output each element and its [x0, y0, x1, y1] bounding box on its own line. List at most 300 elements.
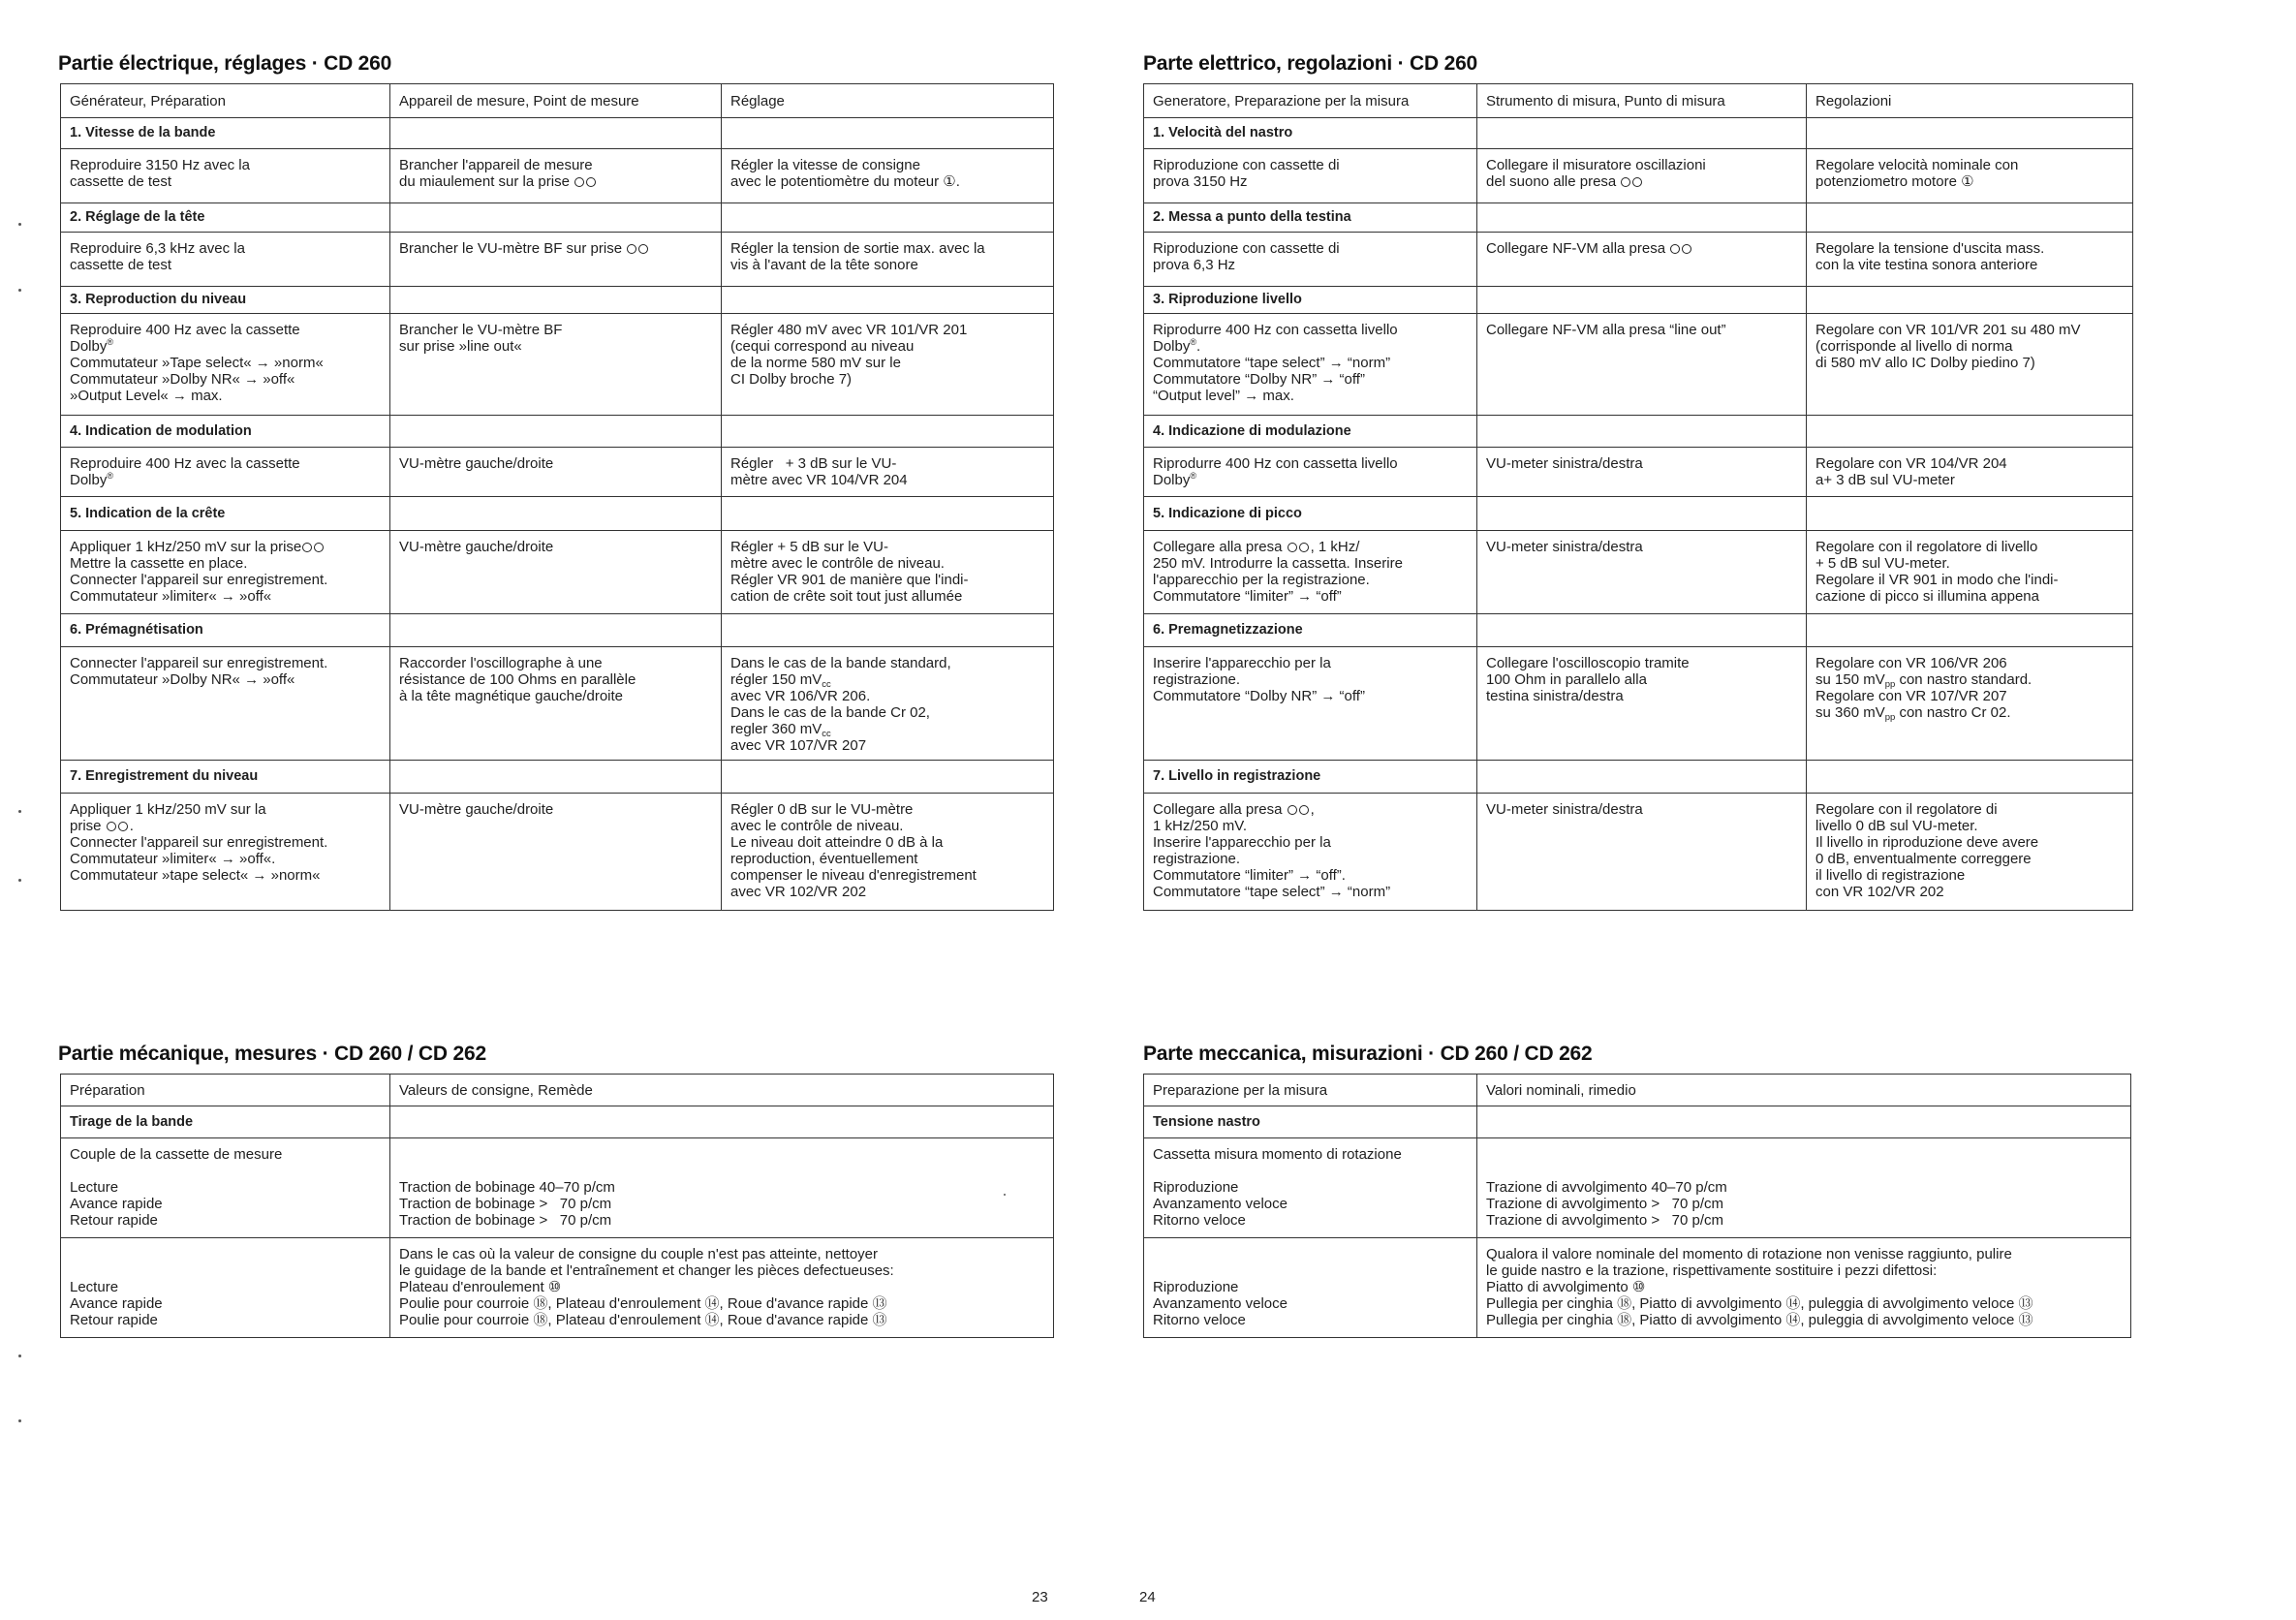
empty-cell [1807, 203, 2133, 233]
text-line: Régler 480 mV avec VR 101/VR 201 [730, 322, 968, 338]
din-socket-icon [1288, 802, 1311, 819]
step-heading: 6. Premagnetizzazione [1144, 614, 1477, 647]
table-header-row [1144, 84, 2133, 118]
text-line: Régler + 5 dB sur le VU- [730, 539, 888, 555]
blank-line [1153, 1163, 1468, 1179]
text-run: Collegare NF-VM alla presa [1486, 240, 1670, 257]
text-run: con nastro standard. [1895, 671, 2032, 688]
step-heading: 1. Velocità del nastro [1144, 118, 1477, 149]
text-line: Couple de la cassette de mesure [70, 1146, 283, 1163]
text-line: Commutatore “Dolby NR” → “off” [1153, 688, 1365, 704]
unit-subscript: pp [1884, 712, 1896, 723]
text-line: di 580 mV allo IC Dolby piedino 7) [1815, 355, 2035, 371]
step-content-row [1144, 647, 2133, 761]
adjustment-cell [722, 794, 1054, 911]
nominal-values-cell [1477, 1138, 2131, 1238]
text-line: Régler 0 dB sur le VU-mètre [730, 801, 914, 818]
blank-line [70, 1163, 381, 1179]
step-heading-row [1144, 118, 2133, 149]
socket-circle [302, 543, 312, 552]
step-heading-row [61, 497, 1054, 531]
empty-cell [1477, 416, 1807, 448]
mechanical-measurements-table-it [1143, 1074, 2131, 1338]
preparation-cell [1144, 1238, 1477, 1338]
step-heading: 5. Indication de la crête [61, 497, 390, 531]
step-heading: 6. Prémagnétisation [61, 614, 390, 647]
empty-cell [1807, 118, 2133, 149]
text-line: Commutateur »limiter« → »off«. [70, 851, 276, 867]
measuring-point-cell [1477, 314, 1807, 416]
text-line: Retour rapide [70, 1212, 158, 1229]
text-line: vis à l'avant de la tête sonore [730, 257, 918, 273]
step-heading: 4. Indicazione di modulazione [1144, 416, 1477, 448]
step-heading-row [61, 203, 1054, 233]
step-content-row [1144, 531, 2133, 614]
preparation-cell [61, 1138, 390, 1238]
step-heading-row [1144, 203, 2133, 233]
empty-cell [1477, 203, 1807, 233]
column-header: Valori nominali, rimedio [1477, 1075, 2131, 1106]
text-line: testina sinistra/destra [1486, 688, 1624, 704]
text-line: compenser le niveau d'enregistrement [730, 867, 977, 884]
text-line: Inserire l'apparecchio per la [1153, 834, 1331, 851]
registered-mark: ® [1190, 337, 1196, 347]
text-run: , 1 kHz/ [1310, 539, 1360, 555]
step-heading: 4. Indication de modulation [61, 416, 390, 448]
text-line: Le niveau doit atteindre 0 dB à la [730, 834, 944, 851]
din-socket-icon [107, 819, 130, 835]
table-row [61, 1238, 1054, 1338]
group-heading-row [1144, 1106, 2131, 1138]
text-line: Connecter l'appareil sur enregistrement. [70, 834, 328, 851]
socket-circle [1670, 244, 1680, 254]
table-header-row [1144, 1075, 2131, 1106]
text-run: Brancher le VU-mètre BF sur prise [399, 240, 627, 257]
step-content-row [61, 448, 1054, 497]
measuring-point-cell [1477, 448, 1807, 497]
socket-circle [314, 543, 324, 552]
text-line: Cassetta misura momento di rotazione [1153, 1146, 1402, 1163]
text-line: Commutateur »Dolby NR« → »off« [70, 371, 295, 388]
text-run: su 150 mV [1815, 671, 1885, 688]
measuring-point-cell [390, 149, 722, 203]
step-content-row [61, 794, 1054, 911]
socket-circle [1288, 805, 1297, 815]
section-title-electrical-it: Parte elettrico, regolazioni · CD 260 [1143, 52, 1478, 75]
scan-speck [1004, 1194, 1006, 1196]
text-line: Avanzamento veloce [1153, 1295, 1288, 1312]
text-line: VU-meter sinistra/destra [1486, 801, 1643, 818]
table-header-row [61, 84, 1054, 118]
text-line: cation de crête soit tout just allumée [730, 588, 963, 605]
adjustment-cell [1807, 531, 2133, 614]
socket-circle [1299, 805, 1309, 815]
text-line: avec VR 102/VR 202 [730, 884, 867, 900]
din-socket-icon [1670, 241, 1693, 258]
column-header: Preparazione per la misura [1144, 1075, 1477, 1106]
generator-cell [61, 149, 390, 203]
empty-cell [1477, 497, 1807, 531]
text-line [1815, 704, 2124, 721]
text-line: Reproduire 3150 Hz avec la [70, 157, 250, 173]
text-line: Poulie pour courroie ⑱, Plateau d'enroulement ⑭, Roue d'avance rapide ⑬ [399, 1295, 887, 1312]
text-line: Régler la vitesse de consigne [730, 157, 920, 173]
nominal-values-cell [390, 1238, 1054, 1338]
socket-circle [638, 244, 648, 254]
text-line [399, 173, 712, 190]
step-heading-row [61, 761, 1054, 794]
empty-cell [390, 761, 722, 794]
step-heading-row [61, 287, 1054, 314]
generator-cell [1144, 531, 1477, 614]
text-line: VU-mètre gauche/droite [399, 455, 554, 472]
text-line: Commutateur »limiter« → »off« [70, 588, 272, 605]
text-line [1486, 173, 1797, 190]
step-heading-row [1144, 497, 2133, 531]
text-line: avec VR 106/VR 206. [730, 688, 871, 704]
measuring-point-cell [1477, 794, 1807, 911]
text-line: sur prise »line out« [399, 338, 522, 355]
text-line: + 5 dB sul VU-meter. [1815, 555, 1950, 572]
text-line [1486, 240, 1797, 257]
text-line: (cequi correspond au niveau [730, 338, 915, 355]
empty-cell [722, 118, 1054, 149]
text-line: Brancher l'appareil de mesure [399, 157, 593, 173]
blank-line [70, 1262, 381, 1279]
text-line: 100 Ohm in parallelo alla [1486, 671, 1647, 688]
table-row [61, 1138, 1054, 1238]
text-line: Commutatore “Dolby NR” → “off” [1153, 371, 1365, 388]
din-socket-icon [574, 174, 598, 191]
text-line: Trazione di avvolgimento 40–70 p/cm [1486, 1179, 1727, 1196]
column-header: Valeurs de consigne, Remède [390, 1075, 1054, 1106]
socket-circle [1288, 543, 1297, 552]
section-title-mechanical-fr: Partie mécanique, mesures · CD 260 / CD 262 [58, 1043, 486, 1065]
measuring-point-cell [390, 448, 722, 497]
generator-cell [61, 531, 390, 614]
text-line: registrazione. [1153, 851, 1241, 867]
text-run: regler 360 mV [730, 721, 822, 737]
text-line: Reproduire 400 Hz avec la cassette [70, 322, 300, 338]
text-line [1153, 539, 1468, 555]
generator-cell [1144, 314, 1477, 416]
text-line: Lecture [70, 1179, 119, 1196]
registered-mark: ® [107, 337, 113, 347]
generator-cell [61, 448, 390, 497]
step-heading-row [1144, 614, 2133, 647]
adjustment-cell [722, 233, 1054, 287]
unit-subscript: cc [822, 729, 831, 739]
adjustment-cell [722, 149, 1054, 203]
adjustment-cell [1807, 149, 2133, 203]
text-line: con VR 102/VR 202 [1815, 884, 1944, 900]
text-run: su 360 mV [1815, 704, 1885, 721]
text-line: Régler la tension de sortie max. avec la [730, 240, 985, 257]
text-line [730, 721, 1044, 737]
text-line: Collegare il misuratore oscillazioni [1486, 157, 1706, 173]
column-header: Générateur, Préparation [61, 84, 390, 118]
text-line: Brancher le VU-mètre BF [399, 322, 563, 338]
text-line: registrazione. [1153, 671, 1241, 688]
text-line: Commutateur »tape select« → »norm« [70, 867, 321, 884]
measuring-point-cell [1477, 233, 1807, 287]
text-line [730, 671, 1044, 688]
step-heading: 5. Indicazione di picco [1144, 497, 1477, 531]
text-line: Commutateur »Tape select« → »norm« [70, 355, 324, 371]
group-heading: Tensione nastro [1144, 1106, 1477, 1138]
step-heading: 7. Enregistrement du niveau [61, 761, 390, 794]
text-line: Traction de bobinage > 70 p/cm [399, 1196, 612, 1212]
text-line: livello 0 dB sul VU-meter. [1815, 818, 1978, 834]
generator-cell [1144, 149, 1477, 203]
table-row [1144, 1138, 2131, 1238]
text-line: Riprodurre 400 Hz con cassetta livello [1153, 322, 1398, 338]
mechanical-measurements-table-fr [60, 1074, 1054, 1338]
text-line: Commutateur »Dolby NR« → »off« [70, 671, 295, 688]
blank-line [1153, 1262, 1468, 1279]
text-line: Raccorder l'oscillographe à une [399, 655, 603, 671]
empty-cell [1807, 416, 2133, 448]
generator-cell [1144, 647, 1477, 761]
step-heading-row [61, 118, 1054, 149]
text-line: Traction de bobinage 40–70 p/cm [399, 1179, 615, 1196]
registered-mark: ® [1190, 471, 1196, 481]
preparation-cell [1144, 1138, 1477, 1238]
empty-cell [390, 614, 722, 647]
text-line: Regolare con VR 106/VR 206 [1815, 655, 2007, 671]
adjustment-cell [722, 531, 1054, 614]
text-line: con la vite testina sonora anteriore [1815, 257, 2038, 273]
empty-cell [390, 1106, 1054, 1138]
text-run: con nastro Cr 02. [1895, 704, 2011, 721]
empty-cell [1807, 761, 2133, 794]
text-line: Plateau d'enroulement ⑩ [399, 1279, 562, 1295]
text-line: Retour rapide [70, 1312, 158, 1328]
nominal-values-cell [390, 1138, 1054, 1238]
text-run: , [1310, 801, 1315, 818]
blank-line [1153, 1246, 1468, 1262]
text-line: Regolare con VR 101/VR 201 su 480 mV [1815, 322, 2081, 338]
text-line [70, 338, 381, 355]
group-heading-row [61, 1106, 1054, 1138]
table-body [1144, 84, 2133, 911]
empty-cell [390, 118, 722, 149]
text-line: de la norme 580 mV sur le [730, 355, 901, 371]
step-heading: 2. Réglage de la tête [61, 203, 390, 233]
step-content-row [1144, 794, 2133, 911]
text-line: Regolare con il regolatore di [1815, 801, 1998, 818]
text-line: Traction de bobinage > 70 p/cm [399, 1212, 612, 1229]
text-line: 1 kHz/250 mV. [1153, 818, 1247, 834]
measuring-point-cell [390, 794, 722, 911]
text-run: Dolby [70, 338, 108, 355]
adjustment-cell [1807, 314, 2133, 416]
text-run: prise [70, 818, 106, 834]
socket-circle [627, 244, 636, 254]
empty-cell [1477, 761, 1807, 794]
text-line: Poulie pour courroie ⑱, Plateau d'enroulement ⑭, Roue d'avance rapide ⑬ [399, 1312, 887, 1328]
text-line: Regolare velocità nominale con [1815, 157, 2019, 173]
blank-line [1486, 1163, 2122, 1179]
socket-circle [107, 822, 116, 831]
table-header-row [61, 1075, 1054, 1106]
text-run: Dolby [1153, 338, 1191, 355]
scan-speck [18, 1355, 21, 1357]
adjustment-cell [1807, 647, 2133, 761]
text-line: Pullegia per cinghia ⑱, Piatto di avvolgimento ⑭, puleggia di avvolgimento veloce ⑬ [1486, 1312, 2033, 1328]
empty-cell [390, 203, 722, 233]
step-content-row [1144, 149, 2133, 203]
step-content-row [61, 233, 1054, 287]
text-line: Trazione di avvolgimento > 70 p/cm [1486, 1196, 1723, 1212]
empty-cell [1807, 497, 2133, 531]
step-heading-row [61, 416, 1054, 448]
empty-cell [1807, 614, 2133, 647]
blank-line [399, 1146, 1044, 1163]
text-line: le guide nastro e la trazione, rispettivamente sostituire i pezzi difettosi: [1486, 1262, 1938, 1279]
column-header: Generatore, Preparazione per la misura [1144, 84, 1477, 118]
step-heading: 3. Riproduzione livello [1144, 287, 1477, 314]
text-line: Commutatore “tape select” → “norm” [1153, 355, 1391, 371]
unit-subscript: cc [822, 679, 831, 690]
page-number-left: 23 [1032, 1589, 1048, 1605]
text-line [1153, 801, 1468, 818]
text-line: prova 6,3 Hz [1153, 257, 1236, 273]
text-line [70, 539, 381, 555]
text-line: Avance rapide [70, 1196, 163, 1212]
section-title-mechanical-it: Parte meccanica, misurazioni · CD 260 / CD 262 [1143, 1043, 1593, 1065]
text-line: l'apparecchio per la registrazione. [1153, 572, 1370, 588]
text-line: le guidage de la bande et l'entraînement et changer les pièces defectueuses: [399, 1262, 894, 1279]
empty-cell [722, 497, 1054, 531]
group-heading: Tirage de la bande [61, 1106, 390, 1138]
text-line: Riproduzione [1153, 1179, 1239, 1196]
text-line: Dans le cas où la valeur de consigne du couple n'est pas atteinte, nettoyer [399, 1246, 879, 1262]
text-line: cazione di picco si illumina appena [1815, 588, 2039, 605]
empty-cell [1807, 287, 2133, 314]
text-line: “Output level” → max. [1153, 388, 1294, 404]
step-heading-row [61, 614, 1054, 647]
text-line: Régler + 3 dB sur le VU- [730, 455, 897, 472]
text-line: potenziometro motore ① [1815, 173, 1974, 190]
text-run: Dolby [70, 472, 108, 488]
adjustment-cell [1807, 233, 2133, 287]
text-line: avec le potentiomètre du moteur ①. [730, 173, 960, 190]
scan-speck [18, 223, 21, 226]
text-line: 0 dB, enventualmente correggere [1815, 851, 2032, 867]
scan-speck [18, 810, 21, 813]
text-line: a+ 3 dB sul VU-meter [1815, 472, 1955, 488]
text-line: Ritorno veloce [1153, 1212, 1246, 1229]
column-header: Préparation [61, 1075, 390, 1106]
text-line: VU-meter sinistra/destra [1486, 539, 1643, 555]
text-line: Commutatore “tape select” → “norm” [1153, 884, 1391, 900]
empty-cell [722, 614, 1054, 647]
socket-circle [1621, 177, 1630, 187]
text-line: Regolare con VR 104/VR 204 [1815, 455, 2007, 472]
adjustment-cell [1807, 794, 2133, 911]
step-heading: 7. Livello in registrazione [1144, 761, 1477, 794]
step-content-row [61, 149, 1054, 203]
text-line: Commutatore “limiter” → “off”. [1153, 867, 1346, 884]
empty-cell [390, 497, 722, 531]
text-line: Collegare l'oscilloscopio tramite [1486, 655, 1690, 671]
text-run: Dolby [1153, 472, 1191, 488]
generator-cell [1144, 794, 1477, 911]
empty-cell [722, 416, 1054, 448]
din-socket-icon [1621, 174, 1644, 191]
electrical-adjustments-table-fr [60, 83, 1054, 911]
column-header: Réglage [722, 84, 1054, 118]
measuring-point-cell [1477, 647, 1807, 761]
scan-speck [18, 1419, 21, 1422]
step-content-row [1144, 314, 2133, 416]
empty-cell [722, 203, 1054, 233]
text-line: résistance de 100 Ohms en parallèle [399, 671, 636, 688]
text-line: VU-mètre gauche/droite [399, 801, 554, 818]
text-line: Regolare la tensione d'uscita mass. [1815, 240, 2045, 257]
text-line: Riproduzione con cassette di [1153, 157, 1340, 173]
text-line: Inserire l'apparecchio per la [1153, 655, 1331, 671]
text-line: Dans le cas de la bande Cr 02, [730, 704, 930, 721]
generator-cell [61, 314, 390, 416]
blank-line [70, 1246, 381, 1262]
blank-line [1486, 1146, 2122, 1163]
text-run: Appliquer 1 kHz/250 mV sur la prise [70, 539, 302, 555]
text-line: Regolare con VR 107/VR 207 [1815, 688, 2007, 704]
table-body [1144, 1075, 2131, 1338]
text-line: Reproduire 6,3 kHz avec la [70, 240, 245, 257]
electrical-adjustments-table-it [1143, 83, 2133, 911]
text-line: Commutatore “limiter” → “off” [1153, 588, 1342, 605]
text-line: Regolare con il regolatore di livello [1815, 539, 2038, 555]
empty-cell [1477, 1106, 2131, 1138]
step-heading-row [1144, 287, 2133, 314]
table-row [1144, 1238, 2131, 1338]
text-line: Riproduzione con cassette di [1153, 240, 1340, 257]
text-line: cassette de test [70, 173, 172, 190]
step-heading: 2. Messa a punto della testina [1144, 203, 1477, 233]
generator-cell [1144, 233, 1477, 287]
text-line: Mettre la cassette en place. [70, 555, 248, 572]
nominal-values-cell [1477, 1238, 2131, 1338]
step-content-row [61, 647, 1054, 761]
din-socket-icon [627, 241, 650, 258]
generator-cell [61, 647, 390, 761]
registered-mark: ® [107, 471, 113, 481]
text-run: Collegare alla presa [1153, 539, 1287, 555]
text-line: Appliquer 1 kHz/250 mV sur la [70, 801, 266, 818]
text-line: Il livello in riproduzione deve avere [1815, 834, 2039, 851]
measuring-point-cell [1477, 531, 1807, 614]
socket-circle [574, 177, 584, 187]
column-header: Appareil de mesure, Point de mesure [390, 84, 722, 118]
din-socket-icon [1288, 540, 1311, 556]
text-line [1153, 472, 1468, 488]
blank-line [399, 1163, 1044, 1179]
measuring-point-cell [390, 233, 722, 287]
scan-speck [18, 879, 21, 882]
text-line: Qualora il valore nominale del momento di rotazione non venisse raggiunto, pulire [1486, 1246, 2012, 1262]
text-line: VU-mètre gauche/droite [399, 539, 554, 555]
empty-cell [1477, 614, 1807, 647]
text-line: Collegare NF-VM alla presa “line out” [1486, 322, 1726, 338]
adjustment-cell [1807, 448, 2133, 497]
text-line [70, 818, 381, 834]
text-run: . [1196, 338, 1201, 355]
text-line: Riprodurre 400 Hz con cassetta livello [1153, 455, 1398, 472]
text-line: Reproduire 400 Hz avec la cassette [70, 455, 300, 472]
